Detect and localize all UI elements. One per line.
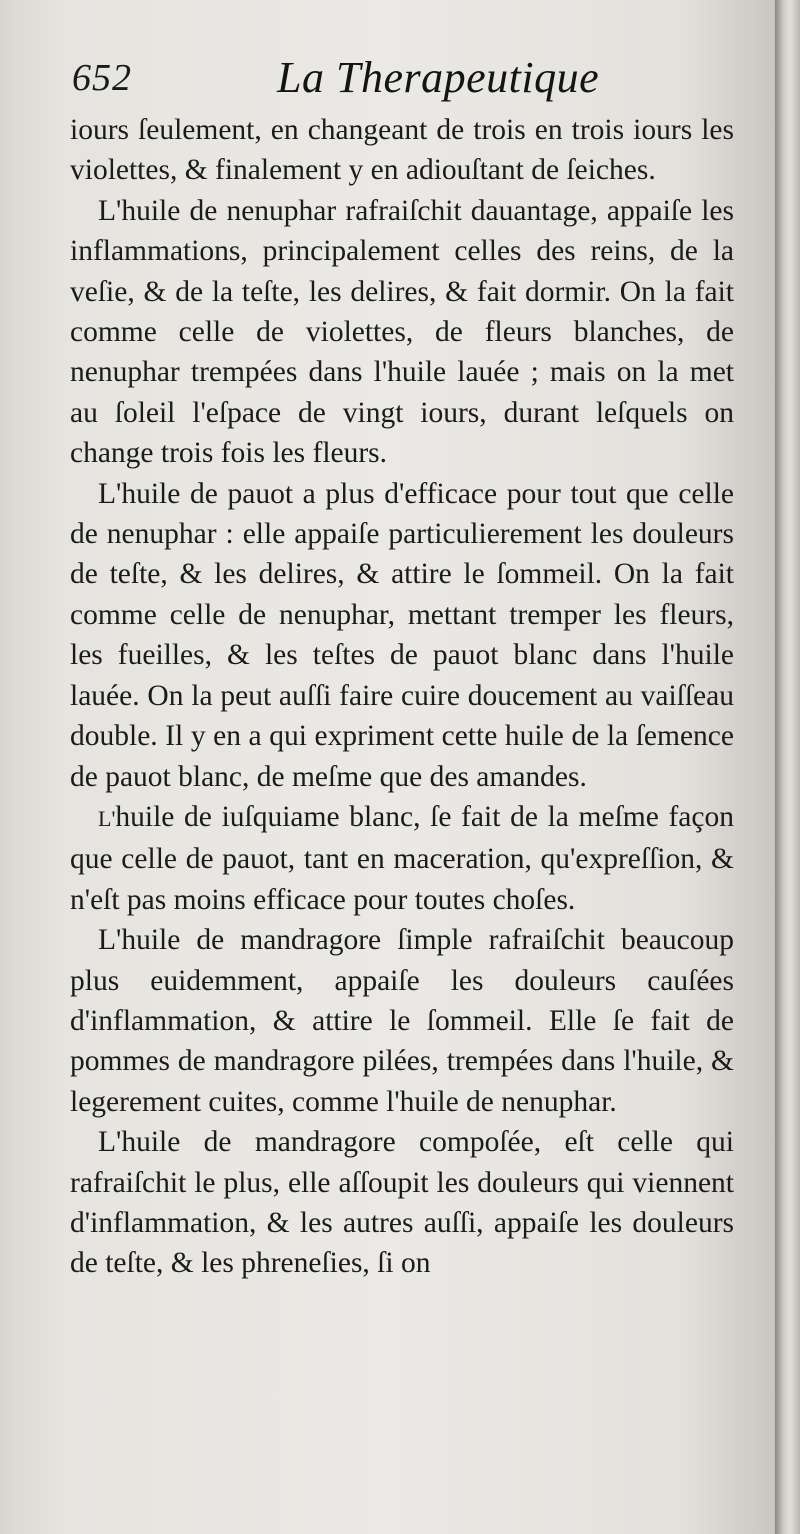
paragraph-compound-mandrake-oil: L'huile de mandragore compoſée, eſt celle qui rafraiſchit le plus, elle aſſoupit les douleurs qui viennent d'inflammation, & les autres auſſi, appaiſe les douleurs de teſte, & les phreneſies, ſi on xyxy=(70,1126,734,1280)
paragraph-poppy-oil: L'huile de pauot a plus d'efficace pour tout que celle de nenuphar : elle appaiſe particulierement les douleurs de teſte, & les delires, & attire le ſommeil. On la fait comme celle de nenuphar, mettant tremper les fleurs, les fueilles, & les teſtes de pauot blanc dans l'huile lauée. On la peut auſſi faire cuire doucement au vaiſſeau double. Il y en a qui expriment cette huile de la ſemence de pauot blanc, de meſme que des amandes. xyxy=(70,477,734,793)
paragraph-simple-mandrake-oil: L'huile de mandragore ſimple rafraiſchit beaucoup plus euidemment, appaiſe les douleurs cauſées d'inflammation, & attire le ſommeil. Elle ſe fait de pommes de mandragore pilées, trempées dans l'huile, & legerement cuites, comme l'huile de nenuphar. xyxy=(70,924,734,1118)
body-text xyxy=(70,110,734,1284)
paragraph-henbane-oil: L'huile de iuſquiame blanc, ſe fait de la meſme façon que celle de pauot, tant en maceration, qu'expreſſion, & n'eſt pas moins efficace pour toutes choſes. xyxy=(70,800,734,916)
page-header xyxy=(72,52,752,102)
page-edge-shadow xyxy=(775,0,800,1534)
paragraph-nenuphar-oil: L'huile de nenuphar rafraiſchit dauantage, appaiſe les inflammations, principalement celles des reins, de la veſie, & de la teſte, les delires, & fait dormir. On la fait comme celle de violettes, de fleurs blanches, de nenuphar trempées dans l'huile lauée ; mais on la met au ſoleil l'eſpace de vingt iours, durant leſquels on change trois fois les fleurs. xyxy=(70,194,734,470)
paragraph-continuation: iours ſeulement, en changeant de trois en trois iours les violettes, & finalement y en adiouſtant de ſeiches. xyxy=(70,114,734,187)
running-title: La Therapeutique xyxy=(277,53,600,102)
page-number: 652 xyxy=(72,57,132,99)
